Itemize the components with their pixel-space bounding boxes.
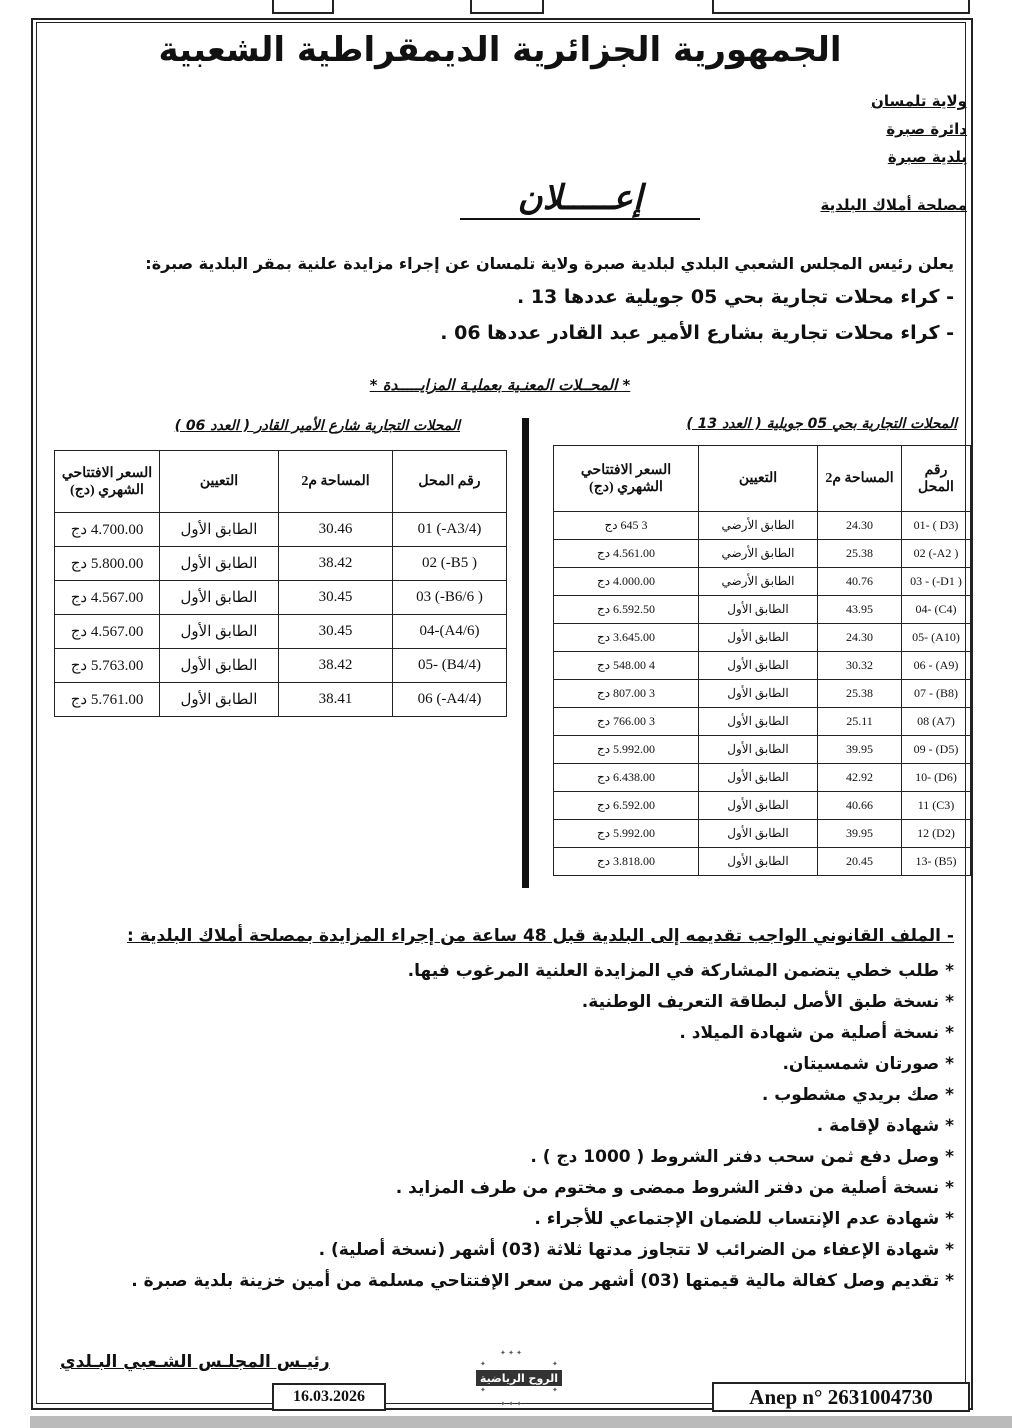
designation-cell: الطابق الأول <box>699 680 818 708</box>
anep-number: Anep n° 2631004730 <box>712 1382 970 1412</box>
table-row <box>55 615 507 649</box>
shop-number-cell: (A4/6)-04 <box>393 615 507 649</box>
document-item: * نسخة أصلية من شهادة الميلاد . <box>679 1023 954 1043</box>
top-box-right <box>712 0 970 14</box>
price-cell: 4.000.00 دج <box>554 568 699 596</box>
document-item: * شهادة عدم الإنتساب للضمان الإجتماعي للأجراء . <box>534 1209 954 1229</box>
area-cell: 20.45 <box>818 848 902 876</box>
price-cell: 4 548.00 دج <box>554 652 699 680</box>
designation-cell: الطابق الأول <box>699 708 818 736</box>
table-row <box>55 683 507 717</box>
price-cell: 5.761.00 دج <box>55 683 160 717</box>
intro-item-2: - كراء محلات تجارية بشارع الأمير عبد القادر عددها 06 . <box>440 322 954 344</box>
col-header-number: رقم المحل <box>902 446 971 512</box>
service-label: مصلحة أملاك البلدية <box>820 196 967 214</box>
price-cell: 5.763.00 دج <box>55 649 160 683</box>
price-cell: 4.567.00 دج <box>55 615 160 649</box>
wilaya-label: ولاية تلمسان <box>871 92 967 110</box>
col-header-designation: التعيين <box>160 451 279 513</box>
area-cell: 40.66 <box>818 792 902 820</box>
price-cell: 3 645 دج <box>554 512 699 540</box>
shop-number-cell: (A7) 08 <box>902 708 971 736</box>
price-cell: 3.818.00 دج <box>554 848 699 876</box>
designation-cell: الطابق الأول <box>699 764 818 792</box>
required-documents <box>80 926 954 1297</box>
col-header-area: المساحة م2 <box>279 451 393 513</box>
designation-cell: الطابق الأول <box>160 547 279 581</box>
table-row <box>554 512 971 540</box>
designation-cell: الطابق الأول <box>699 596 818 624</box>
shop-number-cell: (A4/4-) 06 <box>393 683 507 717</box>
table-row <box>554 820 971 848</box>
designation-cell: الطابق الأرضي <box>699 540 818 568</box>
price-cell: 6.438.00 دج <box>554 764 699 792</box>
table-row <box>554 568 971 596</box>
table-05-juillet <box>553 445 971 876</box>
price-cell: 4.561.00 دج <box>554 540 699 568</box>
document-item: * نسخة طبق الأصل لبطاقة التعريف الوطنية. <box>581 992 954 1012</box>
designation-cell: الطابق الأول <box>160 649 279 683</box>
price-cell: 3 766.00 دج <box>554 708 699 736</box>
svg-text:✦: ✦ <box>480 1386 486 1394</box>
footer-bar <box>30 1416 1012 1428</box>
area-cell: 25.11 <box>818 708 902 736</box>
document-item: * شهادة الإعفاء من الضرائب لا تتجاوز مدتها ثلاثة (03) أشهر (نسخة أصلية) . <box>318 1240 954 1260</box>
table-row <box>554 848 971 876</box>
shop-number-cell: ( A2-) 02 <box>902 540 971 568</box>
price-cell: 6.592.00 دج <box>554 792 699 820</box>
svg-text:✦ ✦ ✦: ✦ ✦ ✦ <box>500 1400 523 1408</box>
table-row <box>554 792 971 820</box>
area-cell: 30.45 <box>279 581 393 615</box>
col-header-price: السعر الافتتاحي الشهري (دج) <box>554 446 699 512</box>
designation-cell: الطابق الأول <box>699 820 818 848</box>
shop-number-cell: (A10) -05 <box>902 624 971 652</box>
svg-text:✦: ✦ <box>480 1360 486 1368</box>
designation-cell: الطابق الأرضي <box>699 512 818 540</box>
area-cell: 40.76 <box>818 568 902 596</box>
area-cell: 30.46 <box>279 513 393 547</box>
shop-number-cell: (D6) -10 <box>902 764 971 792</box>
table-right-caption: المحلات التجارية بحي 05 جويلية ( العدد 13 ) <box>686 416 957 432</box>
logo-text: الروح الرياضية <box>479 1372 559 1385</box>
designation-cell: الطابق الأرضي <box>699 568 818 596</box>
col-header-number: رقم المحل <box>393 451 507 513</box>
table-row <box>554 764 971 792</box>
area-cell: 43.95 <box>818 596 902 624</box>
price-cell: 5.992.00 دج <box>554 736 699 764</box>
area-cell: 39.95 <box>818 736 902 764</box>
designation-cell: الطابق الأول <box>699 792 818 820</box>
table-row <box>554 624 971 652</box>
shop-number-cell: (B5) -13 <box>902 848 971 876</box>
table-divider <box>522 418 529 888</box>
svg-text:✦ ✦ ✦: ✦ ✦ ✦ <box>500 1349 523 1357</box>
price-cell: 6.592.50 دج <box>554 596 699 624</box>
shop-number-cell: ( B6/6-) 03 <box>393 581 507 615</box>
price-cell: 3.645.00 دج <box>554 624 699 652</box>
table-row <box>55 513 507 547</box>
documents-list <box>80 956 954 1297</box>
intro-item-1: - كراء محلات تجارية بحي 05 جويلية عددها 13 . <box>516 286 954 308</box>
document-item: * صورتان شمسيتان. <box>782 1054 954 1074</box>
price-cell: 4.700.00 دج <box>55 513 160 547</box>
document-item: * نسخة أصلية من دفتر الشروط ممضى و مختوم من طرف المزايد . <box>395 1178 954 1198</box>
shop-number-cell: (C4) -04 <box>902 596 971 624</box>
intro-text: يعلن رئيس المجلس الشعبي البلدي لبلدية صبرة ولاية تلمسان عن إجراء مزايدة علنية بمقر البلدية صبرة: <box>145 254 954 273</box>
col-header-area: المساحة م2 <box>818 446 902 512</box>
shop-number-cell: (B4/4) -05 <box>393 649 507 683</box>
price-cell: 5.992.00 دج <box>554 820 699 848</box>
area-cell: 39.95 <box>818 820 902 848</box>
col-header-designation: التعيين <box>699 446 818 512</box>
shop-number-cell: (D5) - 09 <box>902 736 971 764</box>
signature-label: رئيـس المجلـس الشـعبي البـلدي <box>60 1352 330 1372</box>
area-cell: 24.30 <box>818 624 902 652</box>
shop-number-cell: (D3 ) -01 <box>902 512 971 540</box>
price-cell: 5.800.00 دج <box>55 547 160 581</box>
area-cell: 24.30 <box>818 512 902 540</box>
newspaper-logo <box>470 1346 568 1408</box>
designation-cell: الطابق الأول <box>699 652 818 680</box>
designation-cell: الطابق الأول <box>160 683 279 717</box>
area-cell: 38.41 <box>279 683 393 717</box>
table-row <box>55 581 507 615</box>
price-cell: 3 807.00 دج <box>554 680 699 708</box>
announcement-heading: إعـــــلان <box>460 178 700 220</box>
designation-cell: الطابق الأول <box>699 624 818 652</box>
document-item: * وصل دفع ثمن سحب دفتر الشروط ( 1000 دج ) . <box>530 1147 954 1167</box>
shop-number-cell: (C3) 11 <box>902 792 971 820</box>
price-cell: 4.567.00 دج <box>55 581 160 615</box>
documents-heading: - الملف القانوني الواجب تقديمه إلى البلدية قبل 48 ساعة من إجراء المزايدة بمصلحة أملاك البلدية : <box>127 926 954 946</box>
shop-number-cell: ( B5-) 02 <box>393 547 507 581</box>
area-cell: 38.42 <box>279 649 393 683</box>
svg-text:✦: ✦ <box>552 1360 558 1368</box>
section-title: * المحــلات المعنـية بعمليـة المزايـــــدة * <box>369 376 631 394</box>
daira-label: دائرة صبرة <box>886 120 967 138</box>
table-row <box>554 736 971 764</box>
document-item: * صك بريدي مشطوب . <box>761 1085 954 1105</box>
table-left-caption: المحلات التجارية شارع الأمير القادر ( العدد 06 ) <box>174 418 460 434</box>
table-row <box>554 596 971 624</box>
table-row <box>554 540 971 568</box>
designation-cell: الطابق الأول <box>699 736 818 764</box>
shop-number-cell: ( D1-) - 03 <box>902 568 971 596</box>
area-cell: 25.38 <box>818 540 902 568</box>
area-cell: 30.32 <box>818 652 902 680</box>
area-cell: 30.45 <box>279 615 393 649</box>
table-emir-abdelkader <box>54 450 507 717</box>
area-cell: 38.42 <box>279 547 393 581</box>
table-row <box>554 652 971 680</box>
shop-number-cell: (B8) - 07 <box>902 680 971 708</box>
publication-date: 16.03.2026 <box>272 1383 386 1411</box>
table-row <box>554 708 971 736</box>
area-cell: 42.92 <box>818 764 902 792</box>
page-title: الجمهورية الجزائرية الديمقراطية الشعبية <box>158 30 842 70</box>
area-cell: 25.38 <box>818 680 902 708</box>
table-row <box>55 649 507 683</box>
shop-number-cell: (D2) 12 <box>902 820 971 848</box>
designation-cell: الطابق الأول <box>699 848 818 876</box>
table-row <box>554 680 971 708</box>
designation-cell: الطابق الأول <box>160 581 279 615</box>
svg-text:✦: ✦ <box>552 1386 558 1394</box>
shop-number-cell: (A9) - 06 <box>902 652 971 680</box>
designation-cell: الطابق الأول <box>160 615 279 649</box>
commune-label: بلدية صبرة <box>887 148 967 166</box>
designation-cell: الطابق الأول <box>160 513 279 547</box>
shop-number-cell: (A3/4-) 01 <box>393 513 507 547</box>
document-item: * شهادة لإقامة . <box>816 1116 954 1136</box>
table-row <box>55 547 507 581</box>
top-box-left <box>272 0 334 14</box>
top-box-middle <box>470 0 544 14</box>
col-header-price: السعر الافتتاحي الشهري (دج) <box>55 451 160 513</box>
document-item: * تقديم وصل كفالة مالية قيمتها (03) أشهر من سعر الإفتتاحي مسلمة من أمين خزينة بلدية صبرة . <box>131 1271 954 1291</box>
document-item: * طلب خطي يتضمن المشاركة في المزايدة العلنية المرغوب فيها. <box>407 961 954 981</box>
